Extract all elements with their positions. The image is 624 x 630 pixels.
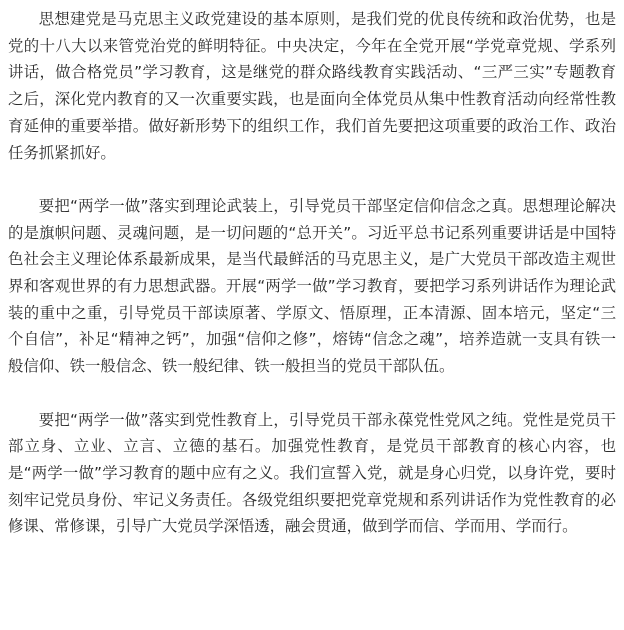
article-body: [8, 6, 616, 540]
paragraph-spacer: [8, 166, 616, 193]
paragraph-1: 思想建党是马克思主义政党建设的基本原则，是我们党的优良传统和政治优势，也是党的十八大以来管党治党的鲜明特征。中央决定，今年在全党开展“学党章党规、学系列讲话，做合格党员”学习教育，这是继党的群众路线教育实践活动、“三严三实”专题教育之后，深化党内教育的又一次重要实践，也是面向全体党员从集中性教育活动向经常性教育延伸的重要举措。做好新形势下的组织工作，我们首先要把这项重要的政治工作、政治任务抓紧抓好。: [8, 10, 616, 162]
paragraph-3: 要把“两学一做”落实到党性教育上，引导党员干部永葆党性党风之纯。党性是党员干部立身、立业、立言、立德的基石。加强党性教育，是党员干部教育的核心内容，也是“两学一做”学习教育的题中应有之义。我们宣誓入党，就是身心归党，以身许党，要时刻牢记党员身份、牢记义务责任。各级党组织要把党章党规和系列讲话作为党性教育的必修课、常修课，引导广大党员学深悟透，融会贯通，做到学而信、学而用、学而行。: [8, 410, 616, 536]
paragraph-spacer: [8, 380, 616, 407]
paragraph-2: 要把“两学一做”落实到理论武装上，引导党员干部坚定信仰信念之真。思想理论解决的是旗帜问题、灵魂问题，是一切问题的“总开关”。习近平总书记系列重要讲话是中国特色社会主义理论体系最新成果，是当代最鲜活的马克思主义，是广大党员干部改造主观世界和客观世界的有力思想武器。开展“两学一做”学习教育，要把学习系列讲话作为理论武装的重中之重，引导党员干部读原著、学原文、悟原理，正本清源、固本培元，坚定“三个自信”，补足“精神之钙”，加强“信仰之修”，熔铸“信念之魂”，培养造就一支具有铁一般信仰、铁一般信念、铁一般纪律、铁一般担当的党员干部队伍。: [8, 196, 616, 376]
